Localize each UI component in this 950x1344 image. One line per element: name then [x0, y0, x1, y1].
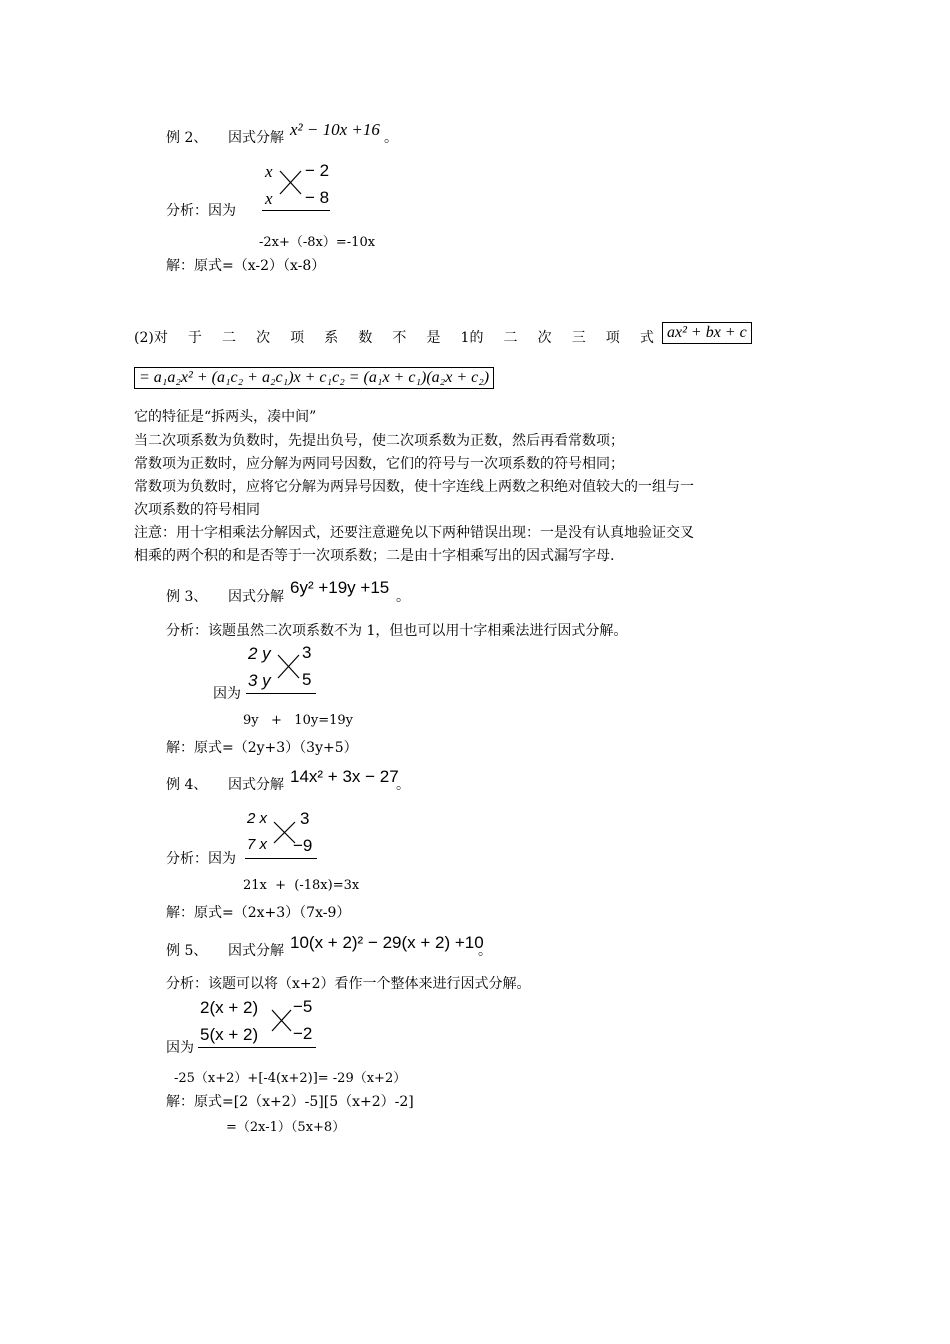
ex5-expression: 10(x + 2)² − 29(x + 2) +10 [290, 933, 484, 952]
ex3-cross-left-bottom: 3 y [248, 671, 271, 690]
ex2-cross-right-top: − 2 [305, 161, 330, 180]
ex2-punct: 。 [384, 130, 398, 146]
intro-char: 式 [639, 330, 654, 346]
rule-3a: 常数项为负数时，应将它分解为两异号因数，使十字连线上两数之积绝对值较大的一组与一 [134, 479, 694, 495]
intro-char: 于 [187, 330, 202, 346]
ex5-solution-1: 解：原式=[2（x+2）-5][5（x+2）-2] [166, 1094, 414, 1110]
ex4-cross-underline [245, 858, 317, 859]
intro-char: 二 [503, 330, 518, 346]
ex3-task: 因式分解 [228, 589, 284, 605]
ex3-cross-lines [277, 654, 301, 680]
intro-char: 项 [290, 330, 305, 346]
ex2-cross-lines [279, 170, 303, 196]
ex2-check: -2x+（-8x）=-10x [259, 235, 376, 250]
ex4-cross-right-bottom: −9 [293, 836, 313, 855]
ex2-cross-underline [262, 210, 330, 211]
intro-char: 项 [605, 330, 620, 346]
ex2-task: 因式分解 [228, 130, 284, 146]
formula-box-2: = a₁a₂x² + (a₁c₂ + a₂c₁)x + c₁c₂ = (a₁x + c₁)(a₂x + c₂) [134, 367, 494, 389]
ex5-solution-2: =（2x-1）（5x+8） [226, 1120, 346, 1135]
ex2-cross-left-bottom: x [265, 189, 273, 208]
ex3-cross-left-top: 2 y [248, 644, 271, 663]
intro-char: 不 [392, 330, 407, 346]
ex4-cross-right-top: 3 [300, 809, 310, 828]
ex5-cross-lines [271, 1009, 293, 1033]
note-b: 相乘的两个积的和是否等于一次项系数；二是由十字相乘写出的因式漏写字母. [134, 548, 615, 564]
ex5-cross-underline [198, 1047, 316, 1048]
ex2-solution: 解：原式=（x-2）（x-8） [166, 258, 326, 274]
ex3-solution: 解：原式=（2y+3）（3y+5） [166, 740, 358, 756]
ex2-expression: x² − 10x +16 [290, 120, 380, 139]
ex5-cross-right-bottom: −2 [293, 1024, 313, 1043]
ex4-analysis: 分析：因为 [166, 851, 236, 867]
feature-text: 它的特征是“拆两头，凑中间” [134, 409, 317, 425]
intro-char: 次 [256, 330, 271, 346]
ex5-punct: 。 [478, 943, 492, 959]
intro-char: 三 [571, 330, 586, 346]
intro-char: 系 [324, 330, 339, 346]
intro-char: 1的 [460, 330, 484, 346]
intro-char: 次 [537, 330, 552, 346]
ex5-check: -25（x+2）+[-4(x+2)]= -29（x+2） [174, 1071, 407, 1086]
rule-2: 常数项为正数时，应分解为两同号因数，它们的符号与一次项系数的符号相同； [134, 456, 624, 472]
ex4-solution: 解：原式=（2x+3）（7x-9） [166, 905, 351, 921]
ex4-punct: 。 [396, 777, 410, 793]
ex3-label: 例 3、 [166, 589, 208, 605]
ex3-punct: 。 [396, 589, 410, 605]
ex3-cross-right-top: 3 [302, 643, 312, 662]
intro-char: 二 [222, 330, 236, 346]
ex4-cross-left-top: 2 x [247, 810, 268, 827]
intro-char: (2)对 [134, 330, 168, 346]
ex5-cross-left-top: 2(x + 2) [200, 998, 259, 1017]
ex5-label: 例 5、 [166, 943, 208, 959]
note-a: 注意：用十字相乘法分解因式，还要注意避免以下两种错误出现：一是没有认真地验证交叉 [134, 525, 694, 541]
ex4-task: 因式分解 [228, 777, 284, 793]
rule-1: 当二次项系数为负数时，先提出负号，使二次项系数为正数，然后再看常数项； [134, 433, 624, 449]
ex2-analysis: 分析：因为 [166, 203, 236, 219]
ex4-cross-lines [273, 821, 297, 845]
ex4-expression: 14x² + 3x − 27 [290, 767, 399, 786]
sec2-intro [134, 327, 654, 347]
intro-char: 是 [426, 330, 441, 346]
rule-3b: 次项系数的符号相同 [134, 502, 260, 518]
ex5-cross-left-bottom: 5(x + 2) [200, 1025, 259, 1044]
ex5-because: 因为 [166, 1040, 194, 1056]
ex3-analysis: 分析：该题虽然二次项系数不为 1，但也可以用十字相乘法进行因式分解。 [166, 623, 628, 639]
ex3-because: 因为 [213, 686, 241, 702]
ex3-check: 9y + 10y=19y [243, 713, 353, 728]
ex2-cross-left-top: x [265, 162, 273, 181]
formula-box-1: ax² + bx + c [662, 322, 752, 344]
ex4-label: 例 4、 [166, 777, 208, 793]
ex5-task: 因式分解 [228, 943, 284, 959]
ex2-label: 例 2、 [166, 130, 208, 146]
ex5-cross-right-top: −5 [293, 997, 313, 1016]
ex4-cross-left-bottom: 7 x [247, 836, 268, 853]
intro-char: 数 [358, 330, 373, 346]
ex3-cross-underline [246, 693, 316, 694]
ex3-expression: 6y² +19y +15 [290, 578, 390, 597]
ex4-check: 21x + (-18x)=3x [243, 878, 360, 893]
ex2-cross-right-bottom: − 8 [305, 188, 330, 207]
ex3-cross-right-bottom: 5 [302, 670, 312, 689]
ex5-analysis: 分析：该题可以将（x+2）看作一个整体来进行因式分解。 [166, 976, 531, 992]
